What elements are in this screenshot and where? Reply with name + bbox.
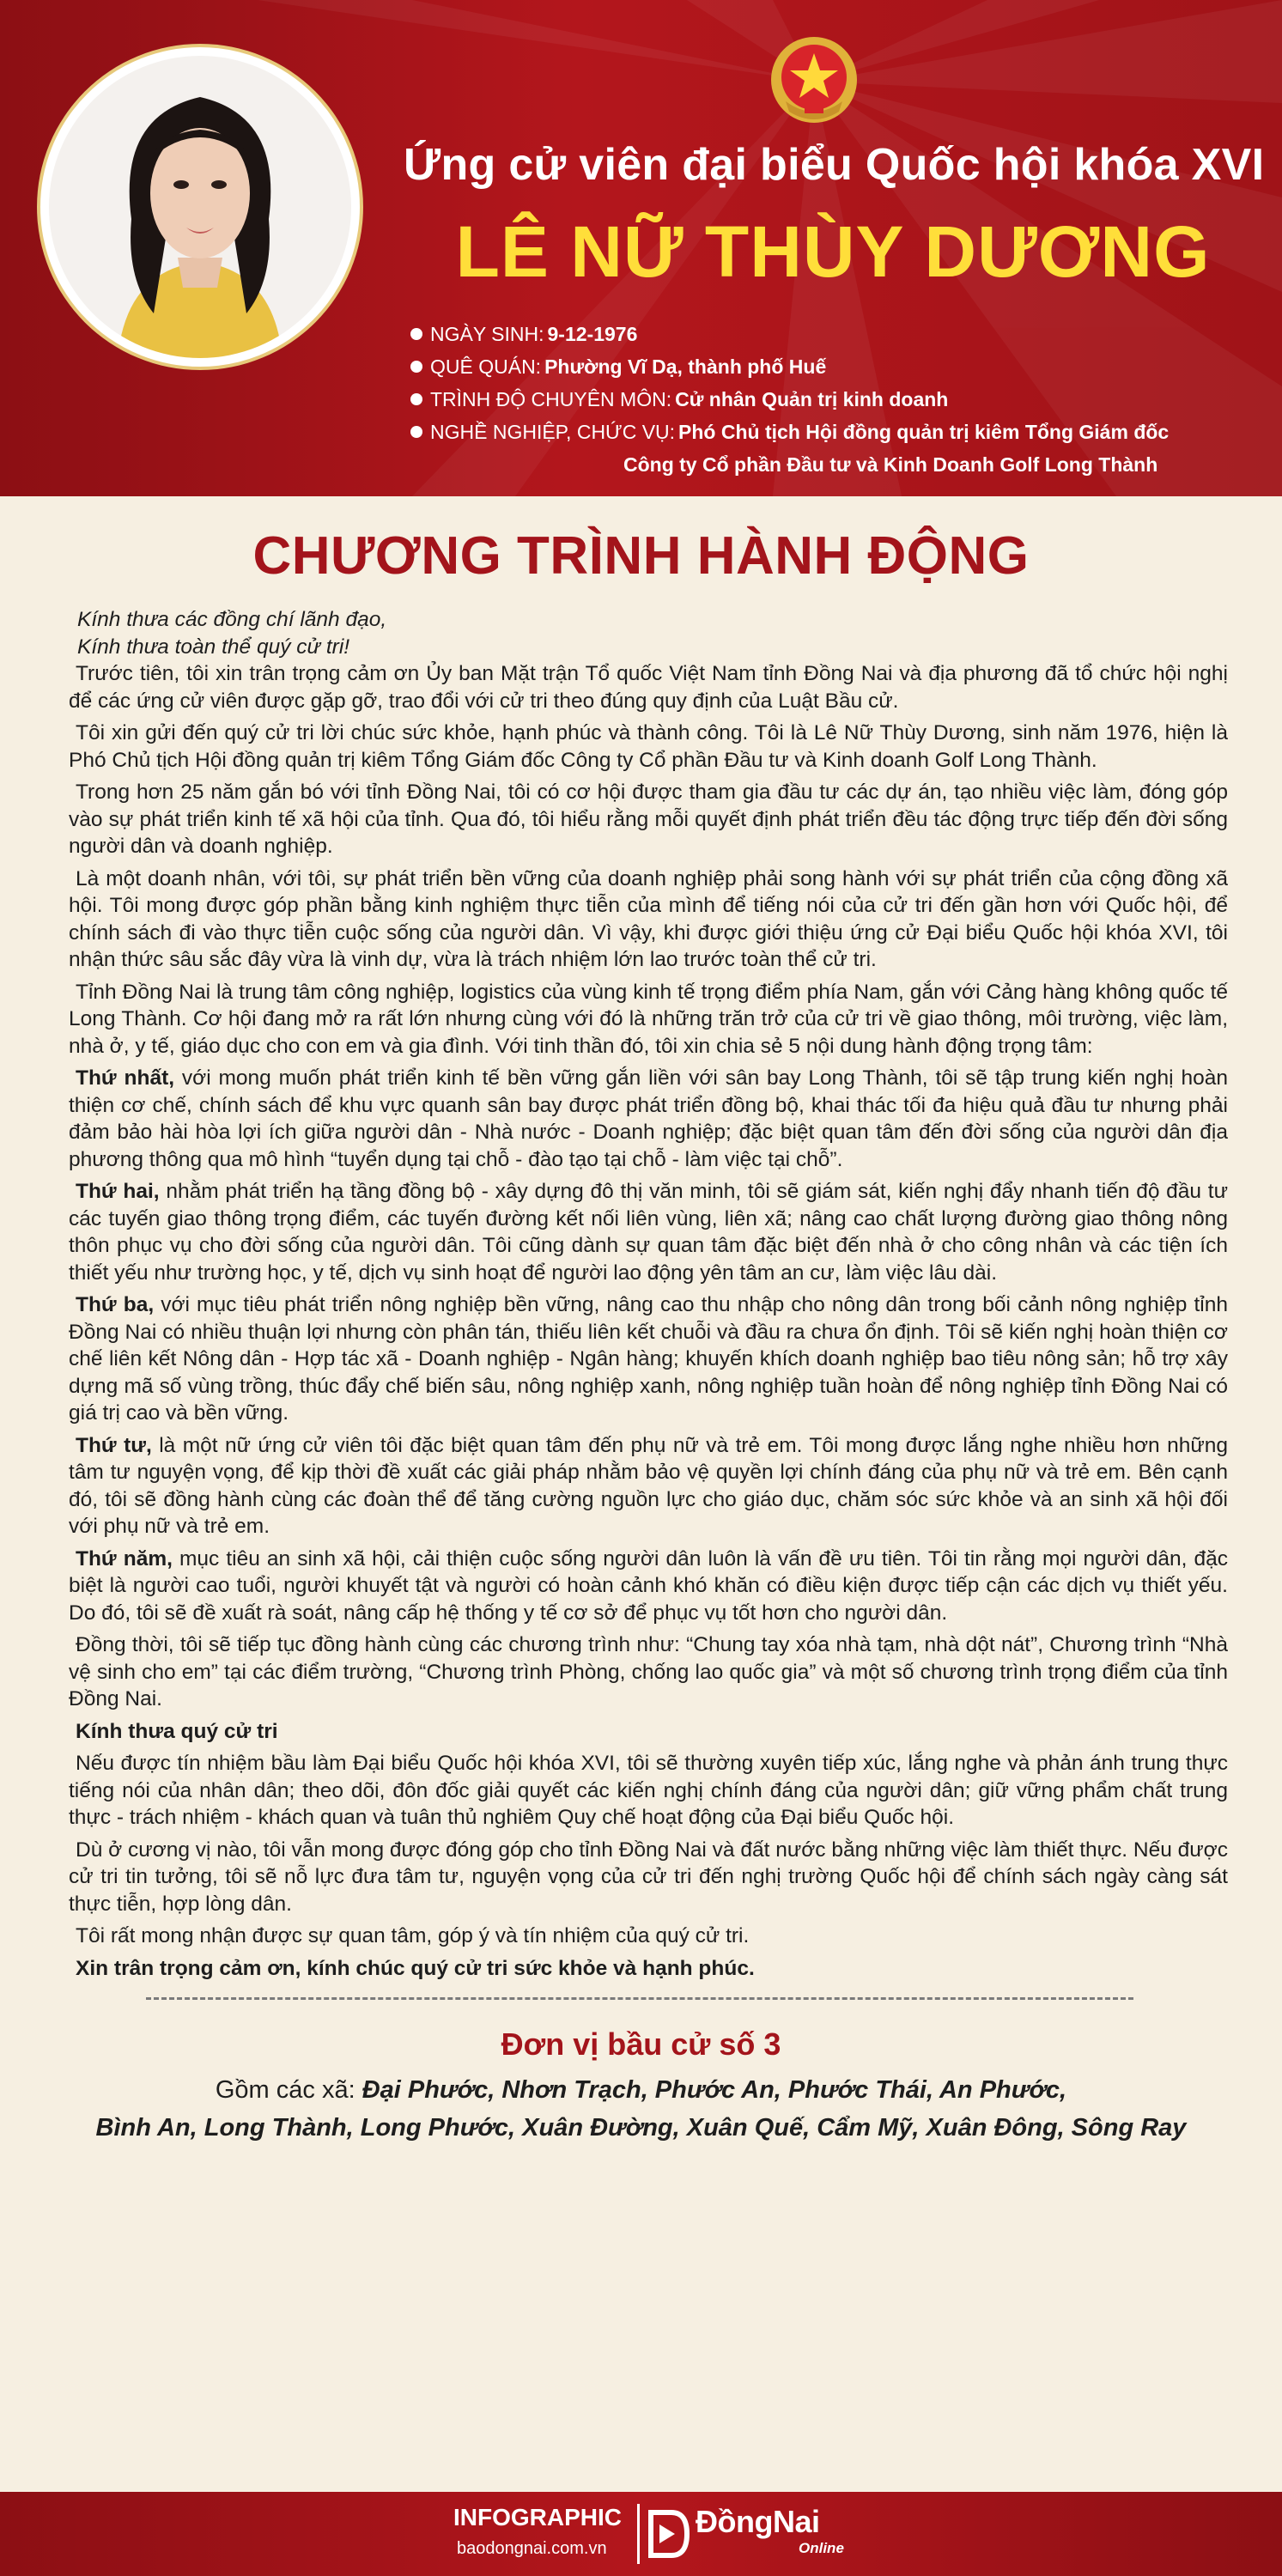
communes-list: Đại Phước, Nhơn Trạch, Phước An, Phước Thái, An Phước, <box>362 2076 1067 2104</box>
action-item-5 <box>69 1546 1228 1627</box>
address-heading: Kính thưa quý cử tri <box>76 1719 278 1743</box>
electoral-unit-communes-line2: Bình An, Long Thành, Long Phước, Xuân Đường, Xuân Quế, Cẩm Mỹ, Xuân Đông, Sông Ray <box>95 2114 1187 2142</box>
action-lead: Thứ tư, <box>76 1433 152 1457</box>
action-item-3 <box>69 1291 1228 1427</box>
action-item-2 <box>69 1178 1228 1286</box>
paragraph: Trước tiên, tôi xin trân trọng cảm ơn Ủy ban Mặt trận Tổ quốc Việt Nam tỉnh Đồng Nai và địa phương đã tổ chức hội nghị để các ứng cử viên được gặp gỡ, trao đổi với cử tri theo đúng quy định của Luật Bầu cử. <box>69 662 1228 713</box>
action-lead: Thứ hai, <box>76 1180 160 1203</box>
portrait-image <box>49 56 351 358</box>
electoral-unit-title: Đơn vị bầu cử số 3 <box>501 2026 781 2062</box>
paragraph: Tỉnh Đồng Nai là trung tâm công nghiệp, logistics của vùng kinh tế trọng điểm phía Nam, gắn với Cảng hàng không quốc tế Long Thành. Cơ hội đang mở ra rất lớn nhưng cùng với đó là những trăn trở của cử tri về giao thông, môi trường, việc làm, nhà ở, y tế, giáo dục cho con em và gia đình. Với tinh thần đó, tôi xin chia sẻ 5 nội dung hành động trọng tâm: <box>69 980 1228 1058</box>
program-title: CHƯƠNG TRÌNH HÀNH ĐỘNG <box>252 526 1030 586</box>
action-lead: Thứ năm, <box>76 1546 173 1571</box>
bullet-icon <box>410 328 422 340</box>
action-item-1 <box>69 1065 1228 1173</box>
paragraph: Tôi xin gửi đến quý cử tri lời chúc sức khỏe, hạnh phúc và thành công. Tôi là Lê Nữ Thùy Dương, sinh năm 1976, hiện là Phó Chủ tịch Hội đồng quản trị kiêm Tổng Giám đốc Công ty Cổ phần Đầu tư và Kinh doanh Golf Long Thành. <box>69 721 1228 772</box>
candidate-portrait <box>40 47 360 367</box>
candidate-subtitle: Ứng cử viên đại biểu Quốc hội khóa XVI <box>404 140 1265 190</box>
info-occupation-continued: Công ty Cổ phần Đầu tư và Kinh Doanh Golf Long Thành <box>623 453 1158 476</box>
paragraph: Là một doanh nhân, với tôi, sự phát triển bền vững của doanh nghiệp phải song hành với sự phát triển của cộng đồng xã hội. Tôi mong được góp phần bằng kinh nghiệm thực tiễn của mình để tiếng nói của cử tri đến gần hơn với Quốc hội, để chính sách đi vào thực tiễn cuộc sống của người dân. Vì vậy, khi được giới thiệu ứng cử Đại biểu Quốc hội khóa XVI, tôi nhận thức sâu sắc đây vừa là vinh dự, vừa là trách nhiệm lớn lao trước toàn thể cử tri. <box>69 866 1228 971</box>
national-emblem-icon <box>767 33 861 127</box>
action-text: là một nữ ứng cử viên tôi đặc biệt quan tâm đến phụ nữ và trẻ em. Tôi mong được lắng nghe nhiều hơn những tâm tư nguyện vọng, để kịp thời đề xuất các giải pháp nhằm bảo vệ quyền lợi chính đáng của phụ nữ và trẻ em. Bên cạnh đó, tôi sẽ đồng hành cùng các đoàn thể để tăng cường nguồn lực cho giáo dục, chăm sóc sức khỏe và an sinh xã hội đối với phụ nữ và trẻ em. <box>69 1433 1229 1538</box>
action-text: với mục tiêu phát triển nông nghiệp bền vững, nâng cao thu nhập cho nông dân trong bối cảnh nông nghiệp tỉnh Đồng Nai có nhiều thuận lợi nhưng còn phân tán, thiếu liên kết chuỗi và đầu ra chưa ổn định. Tôi sẽ kiến nghị hoàn thiện cơ chế liên kết Nông dân - Hợp tác xã - Doanh nghiệp - Ngân hàng; khuyến khích doanh nghiệp bao tiêu nông sản; hỗ trợ xây dựng mã số vùng trồng, thúc đẩy chế biến sâu, nông nghiệp xanh, nông nghiệp tuần hoàn để nông nghiệp tỉnh Đồng Nai có giá trị cao và bền vững. <box>69 1293 1228 1425</box>
section-divider <box>146 1997 1133 2000</box>
greeting-line: Kính thưa các đồng chí lãnh đạo, <box>77 608 387 631</box>
footer-brand-sub: Online <box>799 2540 844 2556</box>
bullet-icon <box>410 393 422 405</box>
action-text: nhằm phát triển hạ tầng đồng bộ - xây dựng đô thị văn minh, tôi sẽ giám sát, kiến nghị đẩy nhanh tiến độ đầu tư các tuyến giao thông trọng điểm, các tuyến đường kết nối liên vùng, liên xã; nâng cao chất lượng đường giao thông nông thôn phục vụ cho đời sống của người dân. Tôi cũng dành sự quan tâm đặc biệt đến nhà ở cho công nhân và các tiện ích thiết yếu như trường học, y tế, dịch vụ sinh hoạt để người lao động yên tâm an cư, làm việc lâu dài. <box>69 1180 1228 1285</box>
footer-infographic-label: INFOGRAPHIC <box>453 2504 622 2530</box>
communes-prefix: Gồm các xã: <box>215 2076 362 2104</box>
action-text: mục tiêu an sinh xã hội, cải thiện cuộc sống người dân luôn là vấn đề ưu tiên. Tôi tin rằng mọi người dân, đặc biệt là người cao tuổi, người khuyết tật và người có hoàn cảnh khó khăn có điều kiện được tiếp cận các dịch vụ thiết yếu. Do đó, tôi sẽ đề xuất rà soát, nâng cấp hệ thống y tế cơ sở để phục vụ tốt hơn cho người dân. <box>69 1546 1228 1625</box>
paragraph: Tôi rất mong nhận được sự quan tâm, góp ý và tín nhiệm của quý cử tri. <box>76 1924 750 1947</box>
action-lead: Thứ ba, <box>76 1293 155 1316</box>
electoral-unit-communes-line1 <box>0 2076 1282 2105</box>
footer-bar <box>0 2492 1282 2576</box>
action-lead: Thứ nhất, <box>76 1066 175 1090</box>
footer-brand-name: ĐồngNai <box>696 2504 820 2539</box>
paragraph: Dù ở cương vị nào, tôi vẫn mong được đóng góp cho tỉnh Đồng Nai và đất nước bằng những việc làm thiết thực. Nếu được cử tri tin tưởng, tôi sẽ nỗ lực đưa tâm tư, nguyện vọng của cử tri đến nghị trường Quốc hội để chính sách ngày càng sát thực tiễn, hợp lòng dân. <box>69 1838 1228 1916</box>
program-content <box>69 606 1228 1987</box>
candidate-info-list <box>410 318 1269 481</box>
info-hometown: QUÊ QUÁN: Phường Vĩ Dạ, thành phố Huế <box>410 350 1269 383</box>
footer-separator <box>637 2504 640 2564</box>
header-banner <box>0 0 1282 496</box>
paragraph: Trong hơn 25 năm gắn bó với tỉnh Đồng Nai, tôi có cơ hội được tham gia đầu tư các dự án, tạo nhiều việc làm, đóng góp vào sự phát triển kinh tế xã hội của tỉnh. Qua đó, tôi hiểu rằng mỗi quyết định phát triển đều tác động trực tiếp đến đời sống người dân và doanh nghiệp. <box>69 781 1228 858</box>
bullet-icon <box>410 426 422 438</box>
paragraph: Nếu được tín nhiệm bầu làm Đại biểu Quốc hội khóa XVI, tôi sẽ thường xuyên tiếp xúc, lắng nghe và phản ánh trung thực tiếng nói của nhân dân; theo dõi, đôn đốc giải quyết các kiến nghị chính đáng của người dân; giữ vững phẩm chất trung thực - trách nhiệm - khách quan và tuân thủ nghiêm Quy chế hoạt động của Đại biểu Quốc hội. <box>69 1752 1228 1829</box>
dongnai-logo-icon <box>646 2507 692 2561</box>
action-text: với mong muốn phát triển kinh tế bền vững gắn liền với sân bay Long Thành, tôi sẽ tập trung kiến nghị hoàn thiện cơ chế, chính sách để khu vực quanh sân bay được phát triển đồng bộ, khai thác tối đa hiệu quả đầu tư nhưng phải đảm bảo hài hòa lợi ích giữa người dân - Nhà nước - Doanh nghiệp; đặc biệt quan tâm đến đời sống của người dân địa phương thông qua mô hình “tuyển dụng tại chỗ - đào tạo tại chỗ - làm việc tại chỗ”. <box>69 1066 1228 1171</box>
candidate-name: LÊ NỮ THÙY DƯƠNG <box>455 211 1211 292</box>
greeting-line: Kính thưa toàn thể quý cử tri! <box>77 635 350 659</box>
bullet-icon <box>410 361 422 373</box>
paragraph: Đồng thời, tôi sẽ tiếp tục đồng hành cùng các chương trình như: “Chung tay xóa nhà tạm, nhà dột nát”, Chương trình “Nhà vệ sinh cho em” tại các điểm trường, “Chương trình Phòng, chống lao quốc gia” và một số chương trình trọng điểm của tỉnh Đồng Nai. <box>69 1633 1228 1710</box>
info-birthdate: NGÀY SINH: 9-12-1976 <box>410 318 1269 350</box>
info-education: TRÌNH ĐỘ CHUYÊN MÔN: Cử nhân Quản trị kinh doanh <box>410 383 1269 416</box>
info-occupation: NGHỀ NGHIỆP, CHỨC VỤ: Phó Chủ tịch Hội đồng quản trị kiêm Tổng Giám đốc <box>410 416 1269 448</box>
closing-line: Xin trân trọng cảm ơn, kính chúc quý cử tri sức khỏe và hạnh phúc. <box>76 1956 755 1980</box>
action-item-4 <box>69 1432 1228 1540</box>
footer-website-link[interactable]: baodongnai.com.vn <box>457 2539 607 2558</box>
